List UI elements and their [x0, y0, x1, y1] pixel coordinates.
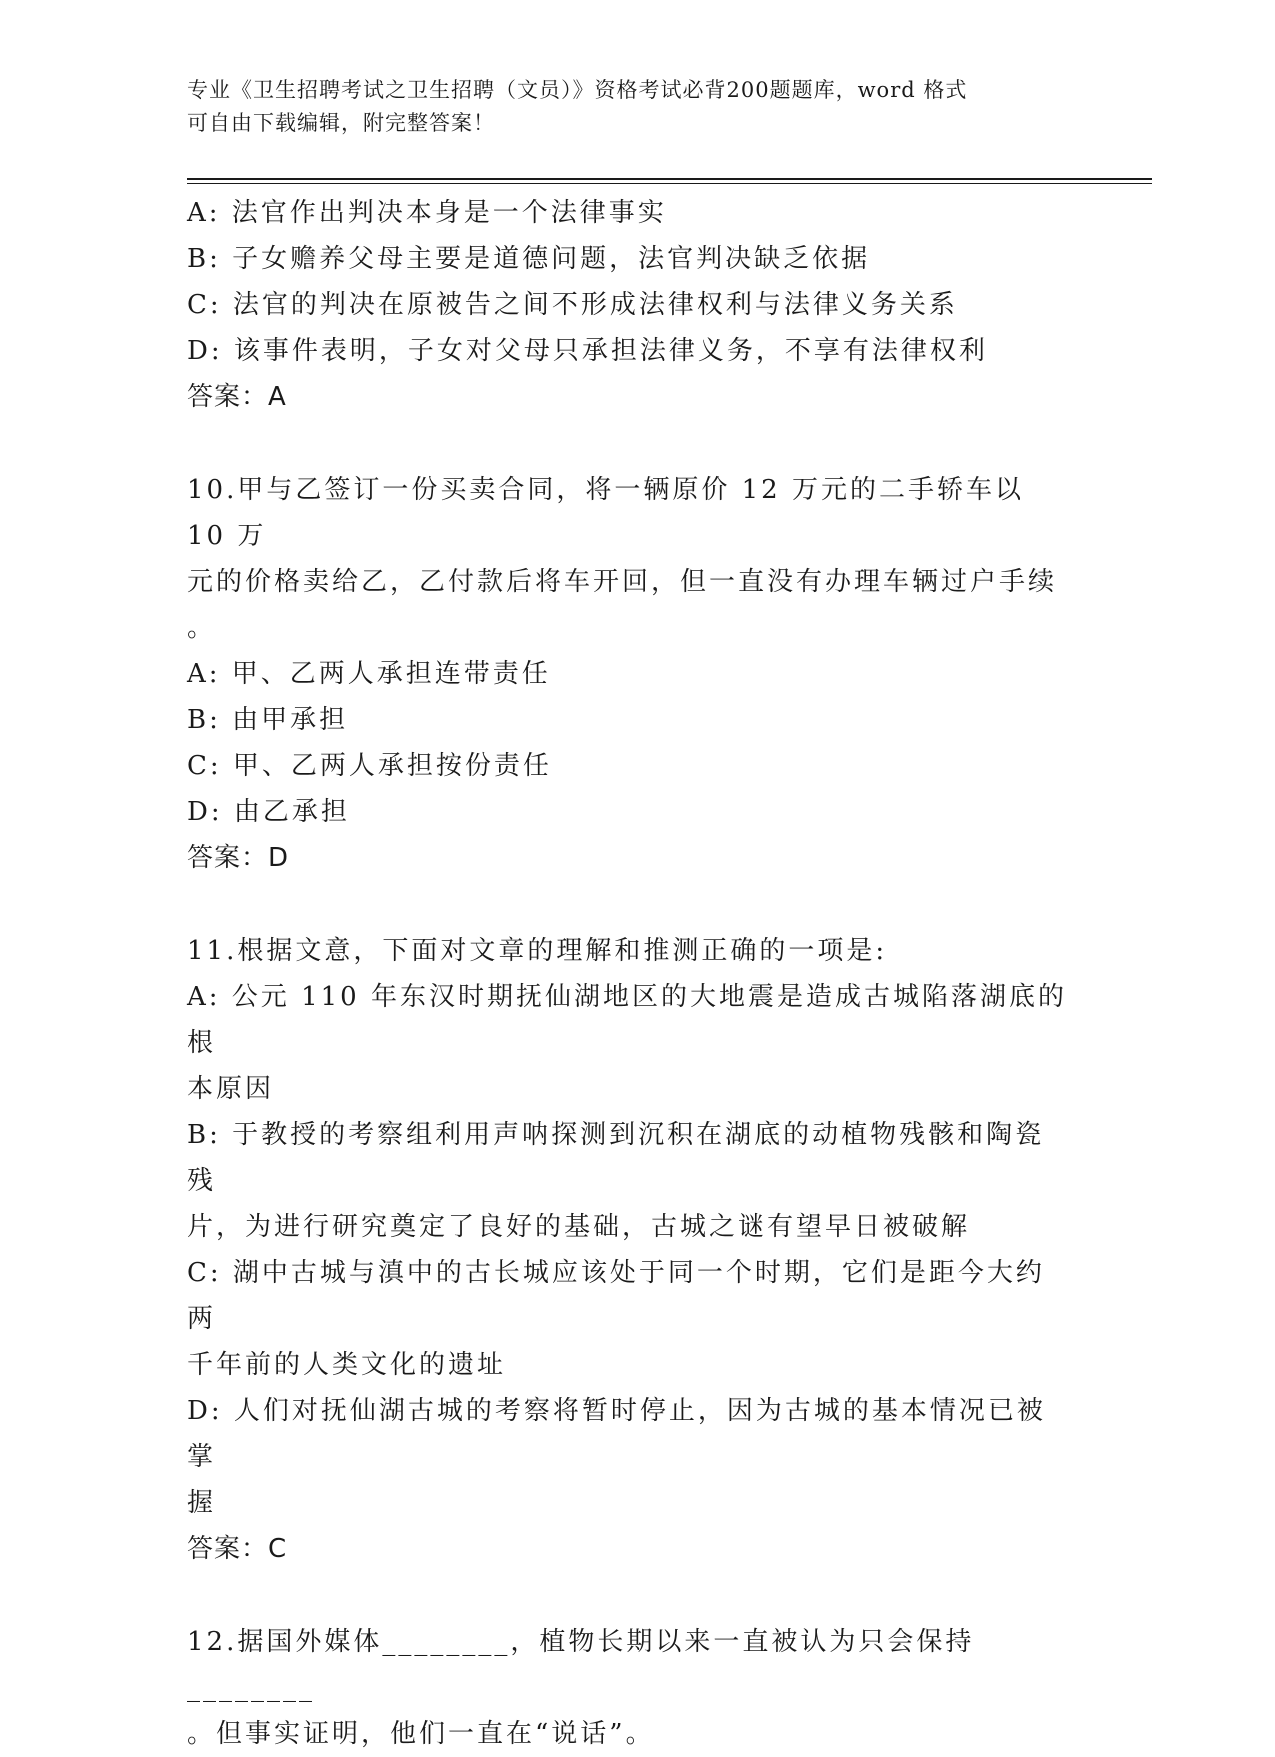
question-9-block [187, 190, 1067, 420]
header-line-1: 专业《卫生招聘考试之卫生招聘（文员）》资格考试必背200题题库，word 格式 [187, 78, 968, 102]
question-10-block [187, 467, 1067, 881]
spacer [187, 881, 1067, 928]
option-c-continued: 千年前的人类文化的遗址 [187, 1350, 507, 1380]
header-line-2: 可自由下载编辑，附完整答案！ [187, 111, 495, 135]
answer-line: 答案：A [187, 382, 287, 412]
option-c: C: 湖中古城与滇中的古长城应该处于同一个时期，它们是距今大约两 [187, 1258, 1045, 1334]
option-a: A: 甲、乙两人承担连带责任 [187, 659, 551, 689]
question-stem-line: 11.根据文意，下面对文章的理解和推测正确的一项是: [187, 936, 888, 966]
question-stem-line: 10.甲与乙签订一份买卖合同，将一辆原价 12 万元的二手轿车以 10 万 [187, 475, 1036, 551]
question-stem-line: 12.据国外媒体________，植物长期以来一直被认为只会保持________ [187, 1627, 975, 1703]
spacer [187, 420, 1067, 467]
option-d: D: 该事件表明，子女对父母只承担法律义务，不享有法律权利 [187, 336, 988, 366]
option-c: C: 甲、乙两人承担按份责任 [187, 751, 552, 781]
question-12-block [187, 1619, 1067, 1757]
option-b: B: 由甲承担 [187, 705, 349, 735]
header-divider-thick [187, 178, 1152, 180]
question-11-block [187, 928, 1067, 1572]
option-d: D: 由乙承担 [187, 797, 350, 827]
option-b: B: 子女赡养父母主要是道德问题，法官判决缺乏依据 [187, 244, 871, 274]
option-d-continued: 握 [187, 1488, 217, 1518]
option-a-continued: 本原因 [187, 1074, 275, 1104]
option-b: B: 于教授的考察组利用声呐探测到沉积在湖底的动植物残骸和陶瓷残 [187, 1120, 1045, 1196]
header-divider-thin [187, 183, 1152, 184]
question-stem-line: 元的价格卖给乙，乙付款后将车开回，但一直没有办理车辆过户手续 [187, 567, 1058, 597]
spacer [187, 1572, 1067, 1619]
question-stem-line: 。 [187, 613, 217, 643]
option-b-continued: 片，为进行研究奠定了良好的基础，古城之谜有望早日被破解 [187, 1212, 971, 1242]
document-body [187, 190, 1067, 1757]
option-a: A: 法官作出判决本身是一个法律事实 [187, 198, 667, 228]
answer-line: 答案：C [187, 1534, 288, 1564]
option-c: C: 法官的判决在原被告之间不形成法律权利与法律义务关系 [187, 290, 958, 320]
option-a: A: 公元 110 年东汉时期抚仙湖地区的大地震是造成古城陷落湖底的根 [187, 982, 1067, 1058]
document-header [187, 74, 1087, 140]
option-d: D: 人们对抚仙湖古城的考察将暂时停止，因为古城的基本情况已被掌 [187, 1396, 1046, 1472]
answer-line: 答案：D [187, 843, 290, 873]
question-stem-line: 。但事实证明，他们一直在“说话”。 [187, 1719, 655, 1749]
